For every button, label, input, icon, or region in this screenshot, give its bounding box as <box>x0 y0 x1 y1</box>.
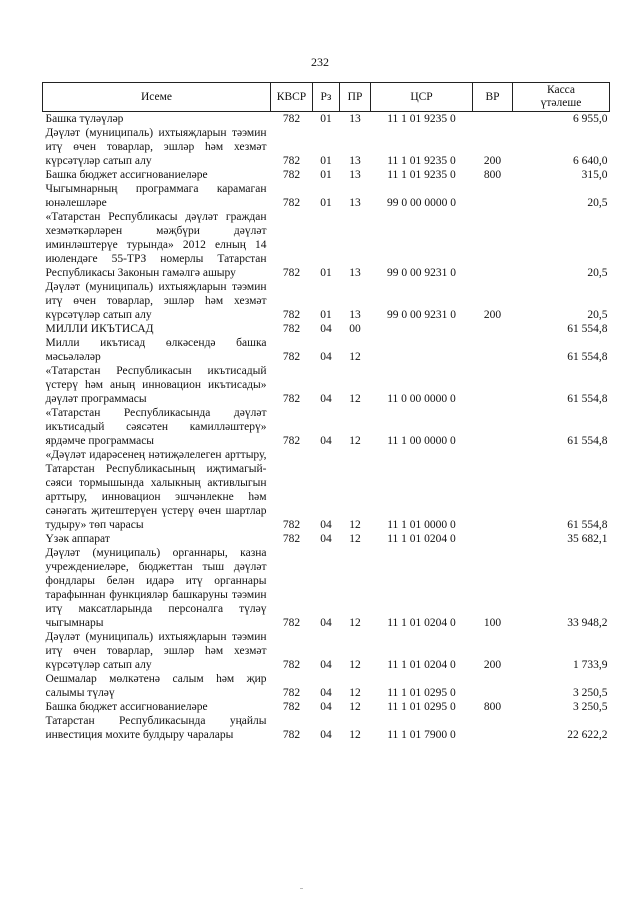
cell-pr: 12 <box>349 435 361 447</box>
cell-csr: 11 1 01 0204 0 <box>387 533 456 545</box>
table-row <box>43 210 610 280</box>
cell-csr: 11 0 00 0000 0 <box>387 393 456 405</box>
cell-rz: 04 <box>320 351 332 363</box>
cell-rz: 01 <box>320 113 332 125</box>
cell-name: «Татарстан Республикасын икътисадый үстерү һәм аның инновацион икътисады» дәүләт программасы <box>45 365 267 405</box>
table-row <box>43 448 610 532</box>
table-header-row <box>43 83 610 112</box>
cell-vr <box>473 532 513 546</box>
cell-kvsr: 782 <box>282 155 301 167</box>
column-header-vr: ВР <box>473 83 513 112</box>
cell-vr <box>473 210 513 280</box>
cell-name: Татарстан Республикасында уңайлы инвестиция мохите булдыру чаралары <box>45 715 267 741</box>
cell-vr <box>473 448 513 532</box>
cell-amount: 20,5 <box>587 197 608 209</box>
table-row <box>43 336 610 364</box>
cell-rz: 01 <box>320 267 332 279</box>
column-header-amount: Касса үтәлеше <box>513 83 610 112</box>
cell-name: Дәүләт (муниципаль) органнары, казна учреждениеләре, бюджеттан тыш дәүләт фондлары белән идарә итү органнары тарафыннан функцияләр башкаруны тәэмин итү максатларында персоналга түләү чыгымнары <box>45 547 267 629</box>
cell-name: Башка бюджет ассигнованиеләре <box>45 701 208 713</box>
cell-amount: 61 554,8 <box>567 519 608 531</box>
cell-csr: 11 1 00 0000 0 <box>387 435 456 447</box>
table-row <box>43 700 610 714</box>
cell-amount: 6 640,0 <box>573 155 608 167</box>
cell-csr: 99 0 00 9231 0 <box>387 309 456 321</box>
cell-csr: 99 0 00 0000 0 <box>387 197 456 209</box>
cell-pr: 12 <box>349 701 361 713</box>
cell-vr: 100 <box>483 617 502 629</box>
cell-amount: 61 554,8 <box>567 435 608 447</box>
cell-csr <box>371 322 473 336</box>
cell-kvsr: 782 <box>282 701 301 713</box>
cell-name: Үзәк аппарат <box>45 533 110 545</box>
cell-pr: 13 <box>349 155 361 167</box>
cell-name: Башка түләүләр <box>45 113 124 125</box>
cell-kvsr: 782 <box>282 323 301 335</box>
cell-csr: 11 1 01 7900 0 <box>387 729 456 741</box>
cell-pr: 13 <box>349 267 361 279</box>
cell-vr: 200 <box>483 659 502 671</box>
table-row <box>43 714 610 742</box>
cell-vr: 800 <box>483 701 502 713</box>
cell-rz: 04 <box>320 435 332 447</box>
cell-csr: 11 1 01 0204 0 <box>387 659 456 671</box>
cell-name: Башка бюджет ассигнованиеләре <box>45 169 208 181</box>
cell-vr: 200 <box>483 309 502 321</box>
cell-name: Дәүләт (муниципаль) ихтыяҗларын тәэмин итү өчен товарлар, эшләр һәм хезмәт күрсәтүләр сатып алу <box>45 631 267 671</box>
cell-csr: 11 1 01 9235 0 <box>387 113 456 125</box>
column-header-rz: Рз <box>313 83 340 112</box>
table-row <box>43 168 610 182</box>
cell-vr <box>473 322 513 336</box>
cell-name: «Татарстан Республикасы дәүләт граждан хезмәткәрләрен мәҗбүри дәүләт иминләштерүе турында» 2012 елның 14 июлендәге 55-ТРЗ номерлы Татарстан Республикасы Законын гамәлгә ашыру <box>45 211 267 279</box>
cell-csr: 11 1 01 0000 0 <box>387 519 456 531</box>
cell-vr <box>473 336 513 364</box>
cell-pr: 12 <box>349 533 361 545</box>
cell-amount: 61 554,8 <box>567 351 608 363</box>
cell-kvsr: 782 <box>282 687 301 699</box>
table-row <box>43 364 610 406</box>
cell-name: «Татарстан Республикасында дәүләт икътисадый сәясәтен камилләштерү» ярдәмче программасы <box>45 407 267 447</box>
cell-csr: 11 1 01 9235 0 <box>387 155 456 167</box>
cell-pr: 13 <box>349 309 361 321</box>
cell-csr <box>371 336 473 364</box>
cell-vr <box>473 714 513 742</box>
page-number: 232 <box>311 55 329 69</box>
table-row <box>43 532 610 546</box>
cell-vr <box>473 182 513 210</box>
cell-name: Чыгымнарның программага карамаган юнәлешләре <box>45 183 267 209</box>
cell-kvsr: 782 <box>282 435 301 447</box>
cell-rz: 04 <box>320 533 332 545</box>
cell-pr: 12 <box>349 687 361 699</box>
cell-name: Дәүләт (муниципаль) ихтыяҗларын тәэмин итү өчен товарлар, эшләр һәм хезмәт күрсәтүләр сатып алу <box>45 281 267 321</box>
cell-pr: 12 <box>349 617 361 629</box>
cell-kvsr: 782 <box>282 309 301 321</box>
cell-vr <box>473 112 513 127</box>
table-row <box>43 280 610 322</box>
cell-rz: 01 <box>320 309 332 321</box>
cell-name: «Дәүләт идарәсенең нәтиҗәлелеген арттыру, Татарстан Республикасының иҗтимагый-сәяси тормышында халыкның активлыгын арттыру, инновацион эшчәнлекне һәм сәнәгать җитештерүен үстерү өчен шартлар тудыру» төп чарасы <box>45 449 267 531</box>
cell-csr: 11 1 01 0295 0 <box>387 701 456 713</box>
cell-amount: 20,5 <box>587 267 608 279</box>
cell-amount: 1 733,9 <box>573 659 608 671</box>
cell-amount: 35 682,1 <box>567 533 608 545</box>
cell-name: Оешмалар мөлкәтенә салым һәм җир салымы түләү <box>45 673 267 699</box>
cell-pr: 13 <box>349 169 361 181</box>
table-row <box>43 126 610 168</box>
table-row <box>43 182 610 210</box>
column-header-pr: ПР <box>340 83 371 112</box>
cell-kvsr: 782 <box>282 533 301 545</box>
cell-rz: 04 <box>320 729 332 741</box>
cell-csr: 11 1 01 9235 0 <box>387 169 456 181</box>
column-header-csr: ЦСР <box>371 83 473 112</box>
cell-amount: 20,5 <box>587 309 608 321</box>
cell-rz: 04 <box>320 393 332 405</box>
cell-csr: 99 0 00 9231 0 <box>387 267 456 279</box>
column-header-kvsr: КВСР <box>271 83 313 112</box>
table-row <box>43 112 610 127</box>
cell-pr: 13 <box>349 197 361 209</box>
cell-kvsr: 782 <box>282 519 301 531</box>
cell-amount: 33 948,2 <box>567 617 608 629</box>
cell-amount: 3 250,5 <box>573 687 608 699</box>
cell-rz: 04 <box>320 687 332 699</box>
cell-pr: 12 <box>349 659 361 671</box>
cell-vr <box>473 672 513 700</box>
cell-vr: 200 <box>483 155 502 167</box>
cell-kvsr: 782 <box>282 729 301 741</box>
cell-name: Дәүләт (муниципаль) ихтыяҗларын тәэмин итү өчен товарлар, эшләр һәм хезмәт күрсәтүләр сатып алу <box>45 127 267 167</box>
table-row <box>43 672 610 700</box>
column-header-name: Исеме <box>43 83 271 112</box>
cell-rz: 04 <box>320 519 332 531</box>
cell-kvsr: 782 <box>282 351 301 363</box>
cell-kvsr: 782 <box>282 393 301 405</box>
table-row <box>43 546 610 630</box>
cell-rz: 04 <box>320 323 332 335</box>
budget-table <box>42 82 610 742</box>
cell-amount: 6 955,0 <box>573 113 608 125</box>
table-row <box>43 406 610 448</box>
cell-pr: 13 <box>349 113 361 125</box>
cell-kvsr: 782 <box>282 267 301 279</box>
cell-rz: 04 <box>320 701 332 713</box>
cell-vr <box>473 364 513 406</box>
cell-pr: 12 <box>349 729 361 741</box>
cell-amount: 61 554,8 <box>567 323 608 335</box>
scan-artifact <box>300 888 303 889</box>
cell-rz: 01 <box>320 169 332 181</box>
cell-kvsr: 782 <box>282 113 301 125</box>
cell-vr <box>473 406 513 448</box>
cell-vr: 800 <box>483 169 502 181</box>
cell-rz: 04 <box>320 617 332 629</box>
table-row <box>43 322 610 336</box>
cell-name: МИЛЛИ ИКЪТИСАД <box>45 323 154 335</box>
cell-pr: 00 <box>349 323 361 335</box>
table-row <box>43 630 610 672</box>
cell-csr: 11 1 01 0204 0 <box>387 617 456 629</box>
cell-rz: 04 <box>320 659 332 671</box>
cell-kvsr: 782 <box>282 659 301 671</box>
cell-kvsr: 782 <box>282 617 301 629</box>
cell-csr: 11 1 01 0295 0 <box>387 687 456 699</box>
cell-kvsr: 782 <box>282 197 301 209</box>
cell-pr: 12 <box>349 519 361 531</box>
cell-amount: 22 622,2 <box>567 729 608 741</box>
cell-pr: 12 <box>349 393 361 405</box>
cell-amount: 61 554,8 <box>567 393 608 405</box>
cell-rz: 01 <box>320 155 332 167</box>
cell-kvsr: 782 <box>282 169 301 181</box>
cell-amount: 315,0 <box>581 169 608 181</box>
cell-rz: 01 <box>320 197 332 209</box>
cell-pr: 12 <box>349 351 361 363</box>
cell-amount: 3 250,5 <box>573 701 608 713</box>
cell-name: Милли икътисад өлкәсендә башка мәсьәләләр <box>45 337 267 363</box>
